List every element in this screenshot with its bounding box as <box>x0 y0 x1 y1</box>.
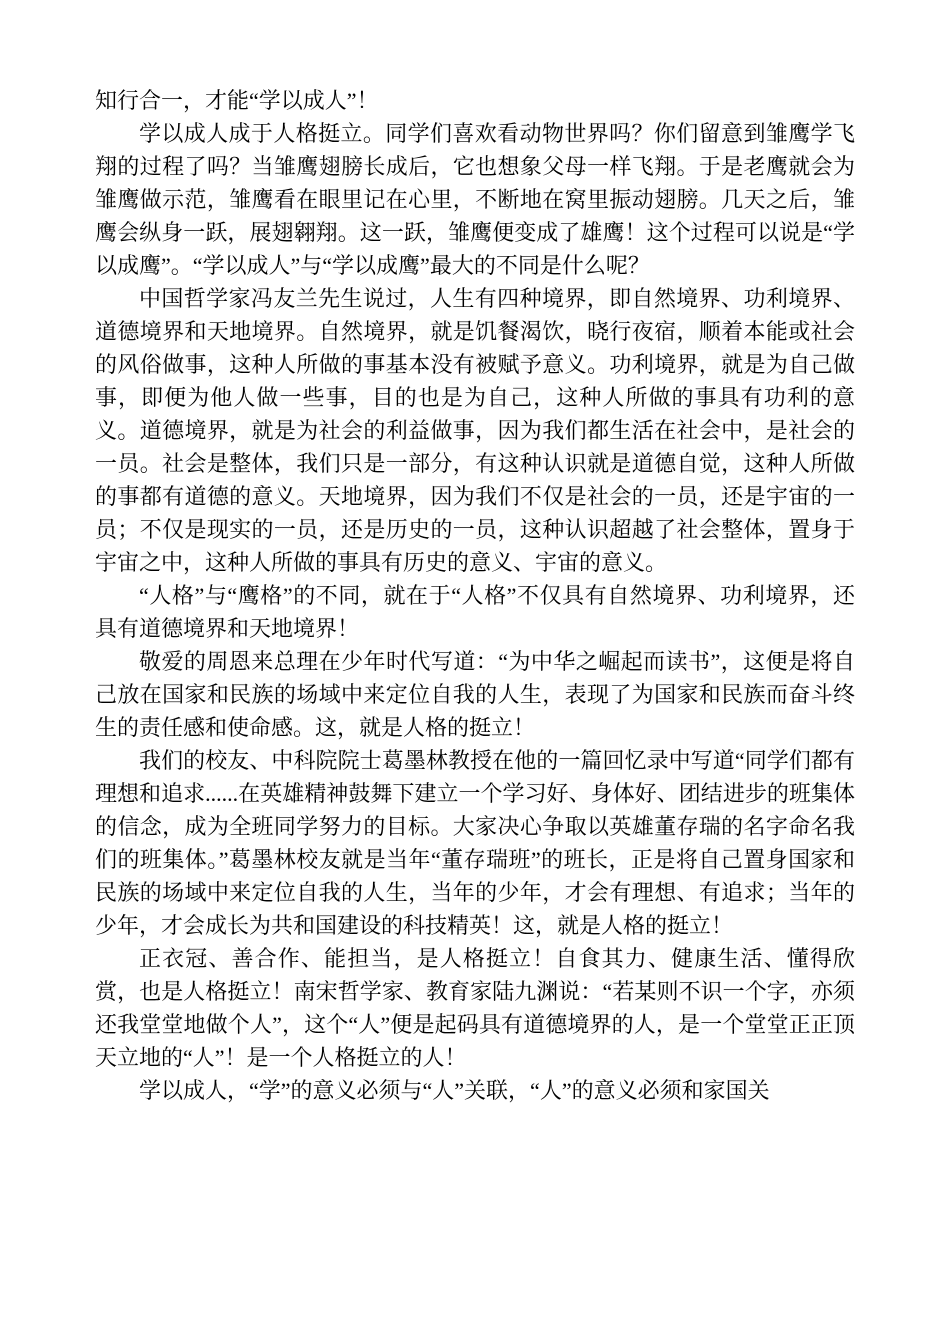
paragraph: 中国哲学家冯友兰先生说过，人生有四种境界，即自然境界、功利境界、道德境界和天地境界。自然境界，就是饥餐渴饮，晓行夜宿，顺着本能或社会的风俗做事，这种人所做的事基本没有被赋予意义。功利境界，就是为自己做事，即便为他人做一些事，目的也是为自己，这种人所做的事具有功利的意义。道德境界，就是为社会的利益做事，因为我们都生活在社会中，是社会的一员。社会是整体，我们只是一部分，有这种认识就是道德自觉，这种人所做的事都有道德的意义。天地境界，因为我们不仅是社会的一员，还是宇宙的一员；不仅是现实的一员，还是历史的一员，这种认识超越了社会整体，置身于宇宙之中，这种人所做的事具有历史的意义、宇宙的意义。 <box>95 286 855 575</box>
paragraph: 我们的校友、中科院院士葛墨林教授在他的一篇回忆录中写道“同学们都有理想和追求......在英雄精神鼓舞下建立一个学习好、身体好、团结进步的班集体的信念，成为全班同学努力的目标。大家决心争取以英雄董存瑞的名字命名我们的班集体。”葛墨林校友就是当年“董存瑞班”的班长，正是将自己置身国家和民族的场域中来定位自我的人生，当年的少年，才会有理想、有追求；当年的少年，才会成长为共和国建设的科技精英！这，就是人格的挺立！ <box>95 748 855 938</box>
paragraph: 学以成人，“学”的意义必须与“人”关联，“人”的意义必须和家国关 <box>139 1078 770 1103</box>
paragraph: 知行合一，才能“学以成人”！ <box>95 88 379 113</box>
paragraph: “人格”与“鹰格”的不同，就在于“人格”不仅具有自然境界、功利境界，还具有道德境界和天地境界！ <box>95 583 855 641</box>
paragraph: 敬爱的周恩来总理在少年时代写道：“为中华之崛起而读书”，这便是将自己放在国家和民族的场域中来定位自我的人生，表现了为国家和民族而奋斗终生的责任感和使命感。这，就是人格的挺立！ <box>95 649 855 740</box>
paragraph: 学以成人成于人格挺立。同学们喜欢看动物世界吗？你们留意到雏鹰学飞翔的过程了吗？当雏鹰翅膀长成后，它也想象父母一样飞翔。于是老鹰就会为雏鹰做示范，雏鹰看在眼里记在心里，不断地在窝里振动翅膀。几天之后，雏鹰会纵身一跃，展翅翱翔。这一跃，雏鹰便变成了雄鹰！这个过程可以说是“学以成鹰”。“学以成人”与“学以成鹰”最大的不同是什么呢？ <box>95 121 855 278</box>
paragraph: 正衣冠、善合作、能担当，是人格挺立！自食其力、健康生活、懂得欣赏，也是人格挺立！南宋哲学家、教育家陆九渊说：“若某则不识一个字，亦须还我堂堂地做个人”，这个“人”便是起码具有道德境界的人，是一个堂堂正正顶天立地的“人”！是一个人格挺立的人！ <box>95 946 855 1070</box>
